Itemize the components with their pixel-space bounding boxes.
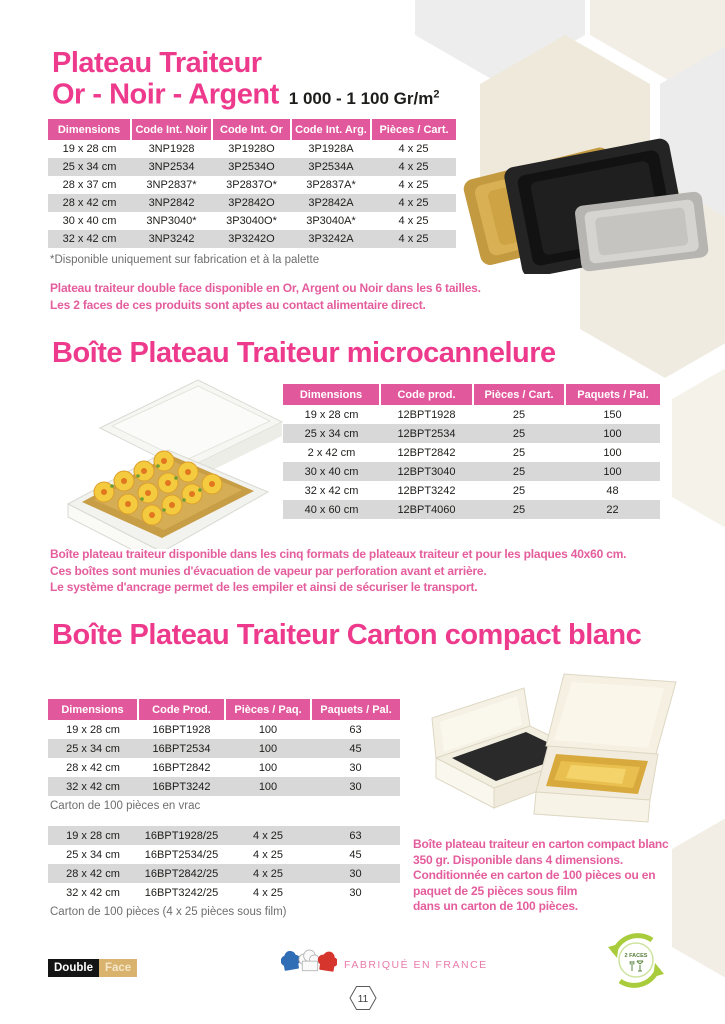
table-cell: 28 x 42 cm	[66, 761, 120, 774]
table-row	[283, 481, 660, 500]
table-cell: 45	[349, 848, 362, 861]
table-cell: 3P2837O*	[226, 179, 277, 191]
title-line-1: Plateau Traiteur	[52, 47, 262, 79]
foodbox-product-image	[52, 364, 287, 549]
chef-hats-icon	[281, 948, 337, 982]
recycle-2faces-icon	[604, 930, 668, 992]
table-cell: 3P2842O	[228, 197, 275, 209]
table-cell: 32 x 42 cm	[62, 233, 117, 245]
table-row	[48, 158, 456, 176]
table-cell: 25 x 34 cm	[66, 848, 120, 861]
grammage-subtitle: 1 000 - 1 100 $Gr/m^2$	[288, 88, 440, 108]
table-cell: 2 x 42 cm	[307, 446, 356, 459]
title-line-2: Or - Noir - Argent	[52, 78, 279, 111]
table-cell: 4 x 25	[398, 161, 429, 173]
table-row	[48, 864, 400, 883]
table-cell: 25	[512, 465, 526, 478]
table-cell: 63	[349, 723, 362, 736]
compact-note: Boîte plateau traiteur en carton compact blanc 350 gr. Disponible dans 4 dimensions. Conditionnée en carton de 100 pièces ou en paquet de 25 pièces sous film dans un carton de 100 pièces.	[413, 837, 669, 913]
table-cell: 16BPT1928/25	[144, 829, 219, 842]
table-cell: 4 x 25	[253, 867, 283, 880]
table-cell: 100	[258, 761, 278, 774]
table-row	[283, 443, 660, 462]
column-header: Code prod.	[380, 384, 473, 405]
red-chef-hat	[316, 950, 337, 972]
column-header: Paquets / Pal.	[311, 699, 400, 720]
table-cell: 45	[349, 742, 362, 755]
table-cell: 30 x 40 cm	[304, 465, 359, 478]
table-cell: 3P1928A	[308, 143, 354, 155]
table-cell: 16BPT3242/25	[144, 886, 219, 899]
double-face-right: Face	[99, 959, 137, 977]
made-in-france-label: FABRIQUÉ EN FRANCE	[344, 959, 488, 971]
table-cell: 32 x 42 cm	[66, 780, 120, 793]
table-cell: 3NP1928	[148, 143, 195, 155]
table-row	[48, 826, 400, 845]
table-row	[283, 462, 660, 481]
gold-black-silver-trays-illustration	[456, 126, 716, 274]
table-cell: 12BPT2842	[397, 446, 456, 459]
table-cell: 30 x 40 cm	[62, 215, 117, 227]
table-row	[48, 140, 456, 158]
table-cell: 3P2837A*	[306, 179, 356, 191]
table-cell: 3NP3040*	[146, 215, 197, 227]
table-row	[283, 405, 660, 424]
compact-vrac-table	[48, 699, 400, 796]
white-boxes-illustration	[396, 666, 692, 838]
table-cell: 16BPT2842	[152, 761, 211, 774]
table-cell: 28 x 42 cm	[66, 867, 120, 880]
table-row	[48, 777, 400, 796]
table-row	[48, 194, 456, 212]
column-header: Dimensions	[283, 384, 380, 405]
vrac-caption: Carton de 100 pièces en vrac	[50, 800, 201, 812]
table-cell: 3P2842A	[308, 197, 354, 209]
table-cell: 4 x 25	[253, 886, 283, 899]
table-row	[48, 739, 400, 758]
table-cell: 3NP2534	[148, 161, 195, 173]
table-cell: 3NP3242	[148, 233, 195, 245]
table-cell: 25 x 34 cm	[66, 742, 120, 755]
table-cell: 30	[349, 780, 362, 793]
plateau-note: Plateau traiteur double face disponible en Or, Argent ou Noir dans les 6 tailles. Les 2 faces de ces produits sont aptes au contact alimentaire direct.	[50, 281, 481, 312]
table-cell: 4 x 25	[398, 197, 429, 209]
table-row	[283, 424, 660, 443]
column-header: Code Int. Noir	[131, 119, 212, 140]
table-header-row	[48, 119, 456, 140]
table-cell: 3P1928O	[228, 143, 275, 155]
table-cell: 3P2534O	[228, 161, 275, 173]
microcannelure-table	[283, 384, 660, 519]
table-cell: 19 x 28 cm	[66, 829, 120, 842]
table-cell: 12BPT3040	[397, 465, 456, 478]
column-header: Code Int. Or	[212, 119, 291, 140]
svg-text:11: 11	[357, 994, 369, 1005]
svg-text:2 FACES: 2 FACES	[624, 953, 648, 959]
table-cell: 4 x 25	[398, 179, 429, 191]
column-header: Pièces / Cart.	[371, 119, 456, 140]
table-cell: 3P3242A	[308, 233, 354, 245]
table-cell: 3P3040A*	[306, 215, 356, 227]
table-cell: 19 x 28 cm	[66, 723, 120, 736]
table-cell: 32 x 42 cm	[304, 484, 359, 497]
table-cell: 25	[512, 427, 526, 440]
table-cell: 12BPT1928	[397, 408, 456, 421]
table-row	[48, 845, 400, 864]
table-cell: 25 x 34 cm	[62, 161, 117, 173]
table-row	[48, 883, 400, 902]
table-row	[283, 500, 660, 519]
eco-badge	[604, 930, 668, 997]
table-cell: 100	[258, 780, 278, 793]
column-header: Dimensions	[48, 119, 131, 140]
table-cell: 12BPT4060	[397, 503, 456, 516]
section-title-plateau	[52, 48, 439, 114]
table-cell: 25	[512, 446, 526, 459]
compact-film-table	[48, 826, 400, 902]
table-cell: 3NP2842	[148, 197, 195, 209]
table-row	[48, 230, 456, 248]
column-header: Paquets / Pal.	[565, 384, 660, 405]
table-row	[48, 758, 400, 777]
availability-footnote: *Disponible uniquement sur fabrication et à la palette	[50, 254, 320, 266]
column-header: Pièces / Paq.	[225, 699, 311, 720]
table-header-row	[283, 384, 660, 405]
column-header: Dimensions	[48, 699, 138, 720]
table-cell: 32 x 42 cm	[66, 886, 120, 899]
table-cell: 100	[258, 742, 278, 755]
table-row	[48, 176, 456, 194]
table-row	[48, 212, 456, 230]
table-cell: 4 x 25	[398, 143, 429, 155]
table-cell: 3NP2837*	[146, 179, 197, 191]
table-cell: 22	[606, 503, 619, 516]
double-face-left: Double	[48, 959, 99, 977]
table-cell: 16BPT3242	[152, 780, 211, 793]
microcannelure-note: Boîte plateau traiteur disponible dans les cinq formats de plateaux traiteur et pour les plaques 40x60 cm. Ces boîtes sont munies d'évacuation de vapeur par perforation avant et arrière. Le système d'ancrage permet de les empiler et ainsi de sécuriser le transport.	[50, 547, 627, 594]
page-number	[349, 985, 377, 1016]
table-cell: 4 x 25	[253, 848, 283, 861]
table-cell: 16BPT2534	[152, 742, 211, 755]
table-cell: 12BPT3242	[397, 484, 456, 497]
film-caption: Carton de 100 pièces (4 x 25 pièces sous film)	[50, 906, 287, 918]
table-cell: 100	[603, 465, 622, 478]
table-cell: 150	[603, 408, 622, 421]
table-cell: 100	[603, 446, 622, 459]
table-cell: 19 x 28 cm	[304, 408, 359, 421]
table-cell: 3P2534A	[308, 161, 354, 173]
double-face-badge	[48, 959, 137, 977]
table-cell: 4 x 25	[398, 215, 429, 227]
table-cell: 16BPT1928	[152, 723, 211, 736]
table-cell: 25	[512, 408, 526, 421]
section-title-compact: Boîte Plateau Traiteur Carton compact blanc	[52, 619, 642, 651]
table-cell: 28 x 37 cm	[62, 179, 117, 191]
table-cell: 30	[349, 761, 362, 774]
column-header: Code Prod.	[138, 699, 225, 720]
made-in-france	[281, 948, 488, 982]
large-box-gold-interior	[534, 674, 676, 822]
table-cell: 25 x 34 cm	[304, 427, 359, 440]
table-cell: 4 x 25	[253, 829, 283, 842]
table-header-row	[48, 699, 400, 720]
table-cell: 25	[512, 503, 526, 516]
table-cell: 30	[349, 886, 362, 899]
table-cell: 30	[349, 867, 362, 880]
table-cell: 28 x 42 cm	[62, 197, 117, 209]
table-cell: 40 x 60 cm	[304, 503, 359, 516]
table-cell: 16BPT2842/25	[144, 867, 219, 880]
table-cell: 3P3040O*	[226, 215, 277, 227]
table-row	[48, 720, 400, 739]
column-header: Pièces / Cart.	[473, 384, 565, 405]
table-cell: 48	[606, 484, 619, 497]
section-title-microcannelure: Boîte Plateau Traiteur microcannelure	[52, 337, 556, 369]
plateau-codes-table	[48, 119, 456, 248]
table-cell: 16BPT2534/25	[144, 848, 219, 861]
table-cell: 4 x 25	[398, 233, 429, 245]
table-cell: 12BPT2534	[397, 427, 456, 440]
table-cell: 100	[258, 723, 278, 736]
trays-product-image	[456, 126, 716, 274]
column-header: Code Int. Arg.	[291, 119, 371, 140]
hexagon-decoration	[672, 350, 725, 546]
compact-boxes-product-image	[396, 666, 692, 838]
white-chef-hat	[299, 950, 319, 971]
open-box-with-food-illustration	[52, 364, 287, 549]
table-cell: 25	[512, 484, 526, 497]
table-cell: 3P3242O	[228, 233, 275, 245]
table-cell: 63	[349, 829, 362, 842]
table-cell: 100	[603, 427, 622, 440]
table-cell: 19 x 28 cm	[62, 143, 117, 155]
